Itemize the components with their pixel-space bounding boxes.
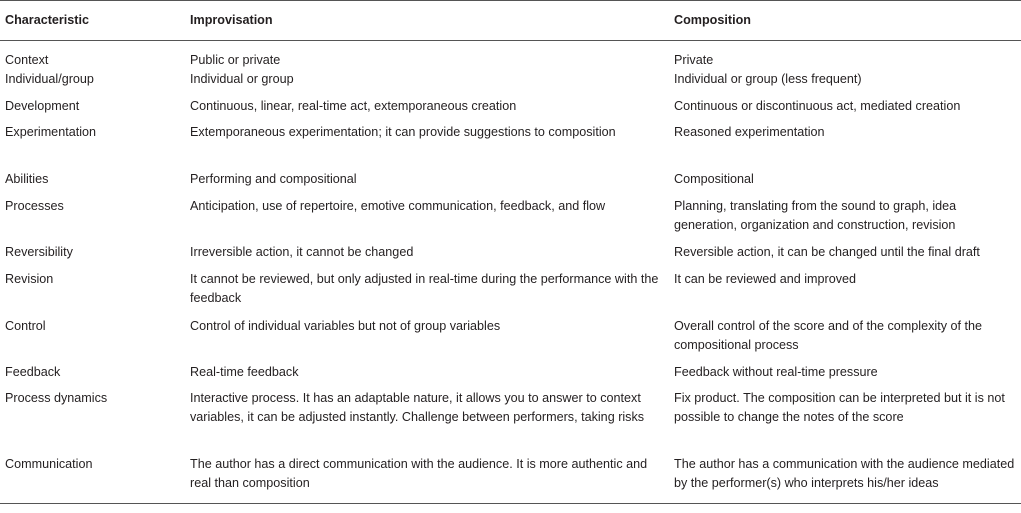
composition-cell: Individual or group (less frequent)	[674, 72, 862, 86]
composition-cell: Overall control of the score and of the complexity of the compositional process	[674, 319, 983, 352]
table-row	[0, 317, 1021, 363]
characteristic-cell: Reversibility	[5, 245, 73, 259]
characteristic-cell: Revision	[5, 272, 54, 286]
characteristic-cell: Control	[5, 319, 46, 333]
table-row	[0, 243, 1021, 270]
composition-cell: Feedback without real-time pressure	[674, 365, 878, 379]
characteristic-cell: Processes	[5, 199, 64, 213]
improvisation-cell: It cannot be reviewed, but only adjusted in real-time during the performance with the feedback	[190, 272, 659, 305]
table-row	[0, 270, 1021, 317]
table-row	[0, 389, 1021, 455]
improvisation-cell: Performing and compositional	[190, 172, 357, 186]
composition-cell: It can be reviewed and improved	[674, 272, 857, 286]
characteristic-cell: Individual/group	[5, 72, 94, 86]
header-improvisation: Improvisation	[190, 13, 273, 27]
characteristic-cell: Development	[5, 99, 80, 113]
table-row	[0, 197, 1021, 243]
improvisation-cell: The author has a direct communication with the audience. It is more authentic and real than composition	[190, 457, 648, 490]
table-row	[0, 363, 1021, 389]
header-composition: Composition	[674, 13, 751, 27]
header-row	[0, 1, 1021, 41]
improvisation-cell: Public or private	[190, 53, 281, 67]
table-row	[0, 170, 1021, 197]
composition-cell: Reversible action, it can be changed until the final draft	[674, 245, 980, 259]
improvisation-cell: Anticipation, use of repertoire, emotive communication, feedback, and flow	[190, 199, 606, 213]
improvisation-cell: Interactive process. It has an adaptable nature, it allows you to answer to context variables, it can be adjusted instantly. Challenge between performers, taking risks	[190, 391, 645, 424]
composition-cell: Planning, translating from the sound to graph, idea generation, organization and construction, revision	[674, 199, 957, 232]
characteristic-cell: Feedback	[5, 365, 61, 379]
table-row	[0, 123, 1021, 170]
improvisation-cell: Control of individual variables but not of group variables	[190, 319, 501, 333]
table-row	[0, 70, 1021, 97]
characteristic-cell: Experimentation	[5, 125, 97, 139]
composition-cell: Continuous or discontinuous act, mediated creation	[674, 99, 961, 113]
header-characteristic: Characteristic	[5, 13, 89, 27]
composition-cell: Fix product. The composition can be interpreted but it is not possible to change the notes of the score	[674, 391, 1005, 424]
table-row	[0, 41, 1021, 71]
improvisation-cell: Continuous, linear, real-time act, extemporaneous creation	[190, 99, 517, 113]
characteristic-cell: Process dynamics	[5, 391, 108, 405]
composition-cell: Private	[674, 53, 714, 67]
characteristic-cell: Communication	[5, 457, 93, 471]
improvisation-cell: Real-time feedback	[190, 365, 299, 379]
table-row	[0, 97, 1021, 123]
composition-cell: The author has a communication with the audience mediated by the performer(s) who interprets his/her ideas	[674, 457, 1015, 490]
composition-cell: Reasoned experimentation	[674, 125, 825, 139]
characteristic-cell: Abilities	[5, 172, 49, 186]
characteristic-cell: Context	[5, 53, 49, 67]
improvisation-cell: Extemporaneous experimentation; it can provide suggestions to composition	[190, 125, 616, 139]
table-row	[0, 455, 1021, 503]
composition-cell: Compositional	[674, 172, 754, 186]
improvisation-cell: Irreversible action, it cannot be changed	[190, 245, 414, 259]
improvisation-cell: Individual or group	[190, 72, 294, 86]
